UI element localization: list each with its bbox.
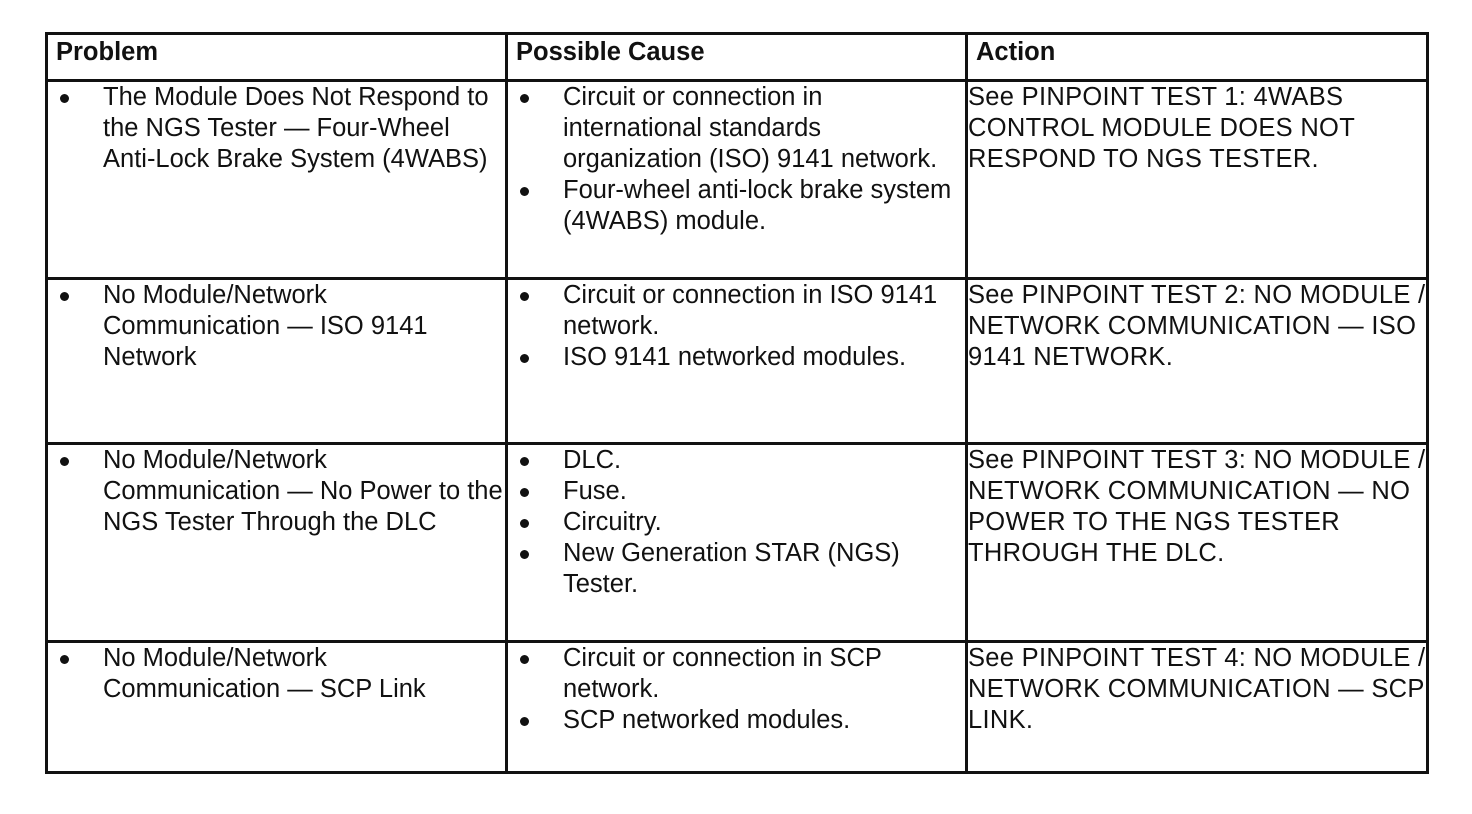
header-action: Action <box>967 34 1428 81</box>
table-row <box>47 444 1428 642</box>
cause-item: Circuitry. <box>508 507 965 538</box>
table-row <box>47 279 1428 444</box>
cause-item: DLC. <box>508 445 965 476</box>
cause-cell <box>507 81 967 279</box>
problem-text: The Module Does Not Respond to the NGS Tester — Four-Wheel Anti-Lock Brake System (4WABS) <box>48 82 505 175</box>
cause-item: Fuse. <box>508 476 965 507</box>
cause-item: Four-wheel anti-lock brake system (4WABS) module. <box>508 175 965 237</box>
problem-cell <box>47 642 507 773</box>
diagnosis-table <box>45 32 1429 774</box>
problem-cell <box>47 444 507 642</box>
cause-item: ISO 9141 networked modules. <box>508 342 965 373</box>
table-row <box>47 642 1428 773</box>
problem-cell <box>47 279 507 444</box>
action-cell: See PINPOINT TEST 4: NO MODULE / NETWORK COMMUNICATION — SCP LINK. <box>967 642 1428 773</box>
problem-text: No Module/Network Communication — ISO 9141 Network <box>48 280 505 373</box>
problem-text: No Module/Network Communication — SCP Link <box>48 643 505 705</box>
table-row <box>47 81 1428 279</box>
cause-cell <box>507 279 967 444</box>
action-cell: See PINPOINT TEST 3: NO MODULE / NETWORK COMMUNICATION — NO POWER TO THE NGS TESTER THROUGH THE DLC. <box>967 444 1428 642</box>
cause-item: Circuit or connection in international standards organization (ISO) 9141 network. <box>508 82 965 175</box>
header-possible-cause: Possible Cause <box>507 34 967 81</box>
header-problem: Problem <box>47 34 507 81</box>
cause-item: Circuit or connection in SCP network. <box>508 643 965 705</box>
action-cell: See PINPOINT TEST 1: 4WABS CONTROL MODULE DOES NOT RESPOND TO NGS TESTER. <box>967 81 1428 279</box>
problem-text: No Module/Network Communication — No Power to the NGS Tester Through the DLC <box>48 445 505 538</box>
cause-cell <box>507 642 967 773</box>
action-cell: See PINPOINT TEST 2: NO MODULE / NETWORK COMMUNICATION — ISO 9141 NETWORK. <box>967 279 1428 444</box>
cause-item: SCP networked modules. <box>508 705 965 736</box>
problem-cell <box>47 81 507 279</box>
cause-item: New Generation STAR (NGS) Tester. <box>508 538 965 600</box>
cause-cell <box>507 444 967 642</box>
header-row <box>47 34 1428 81</box>
cause-item: Circuit or connection in ISO 9141 network. <box>508 280 965 342</box>
